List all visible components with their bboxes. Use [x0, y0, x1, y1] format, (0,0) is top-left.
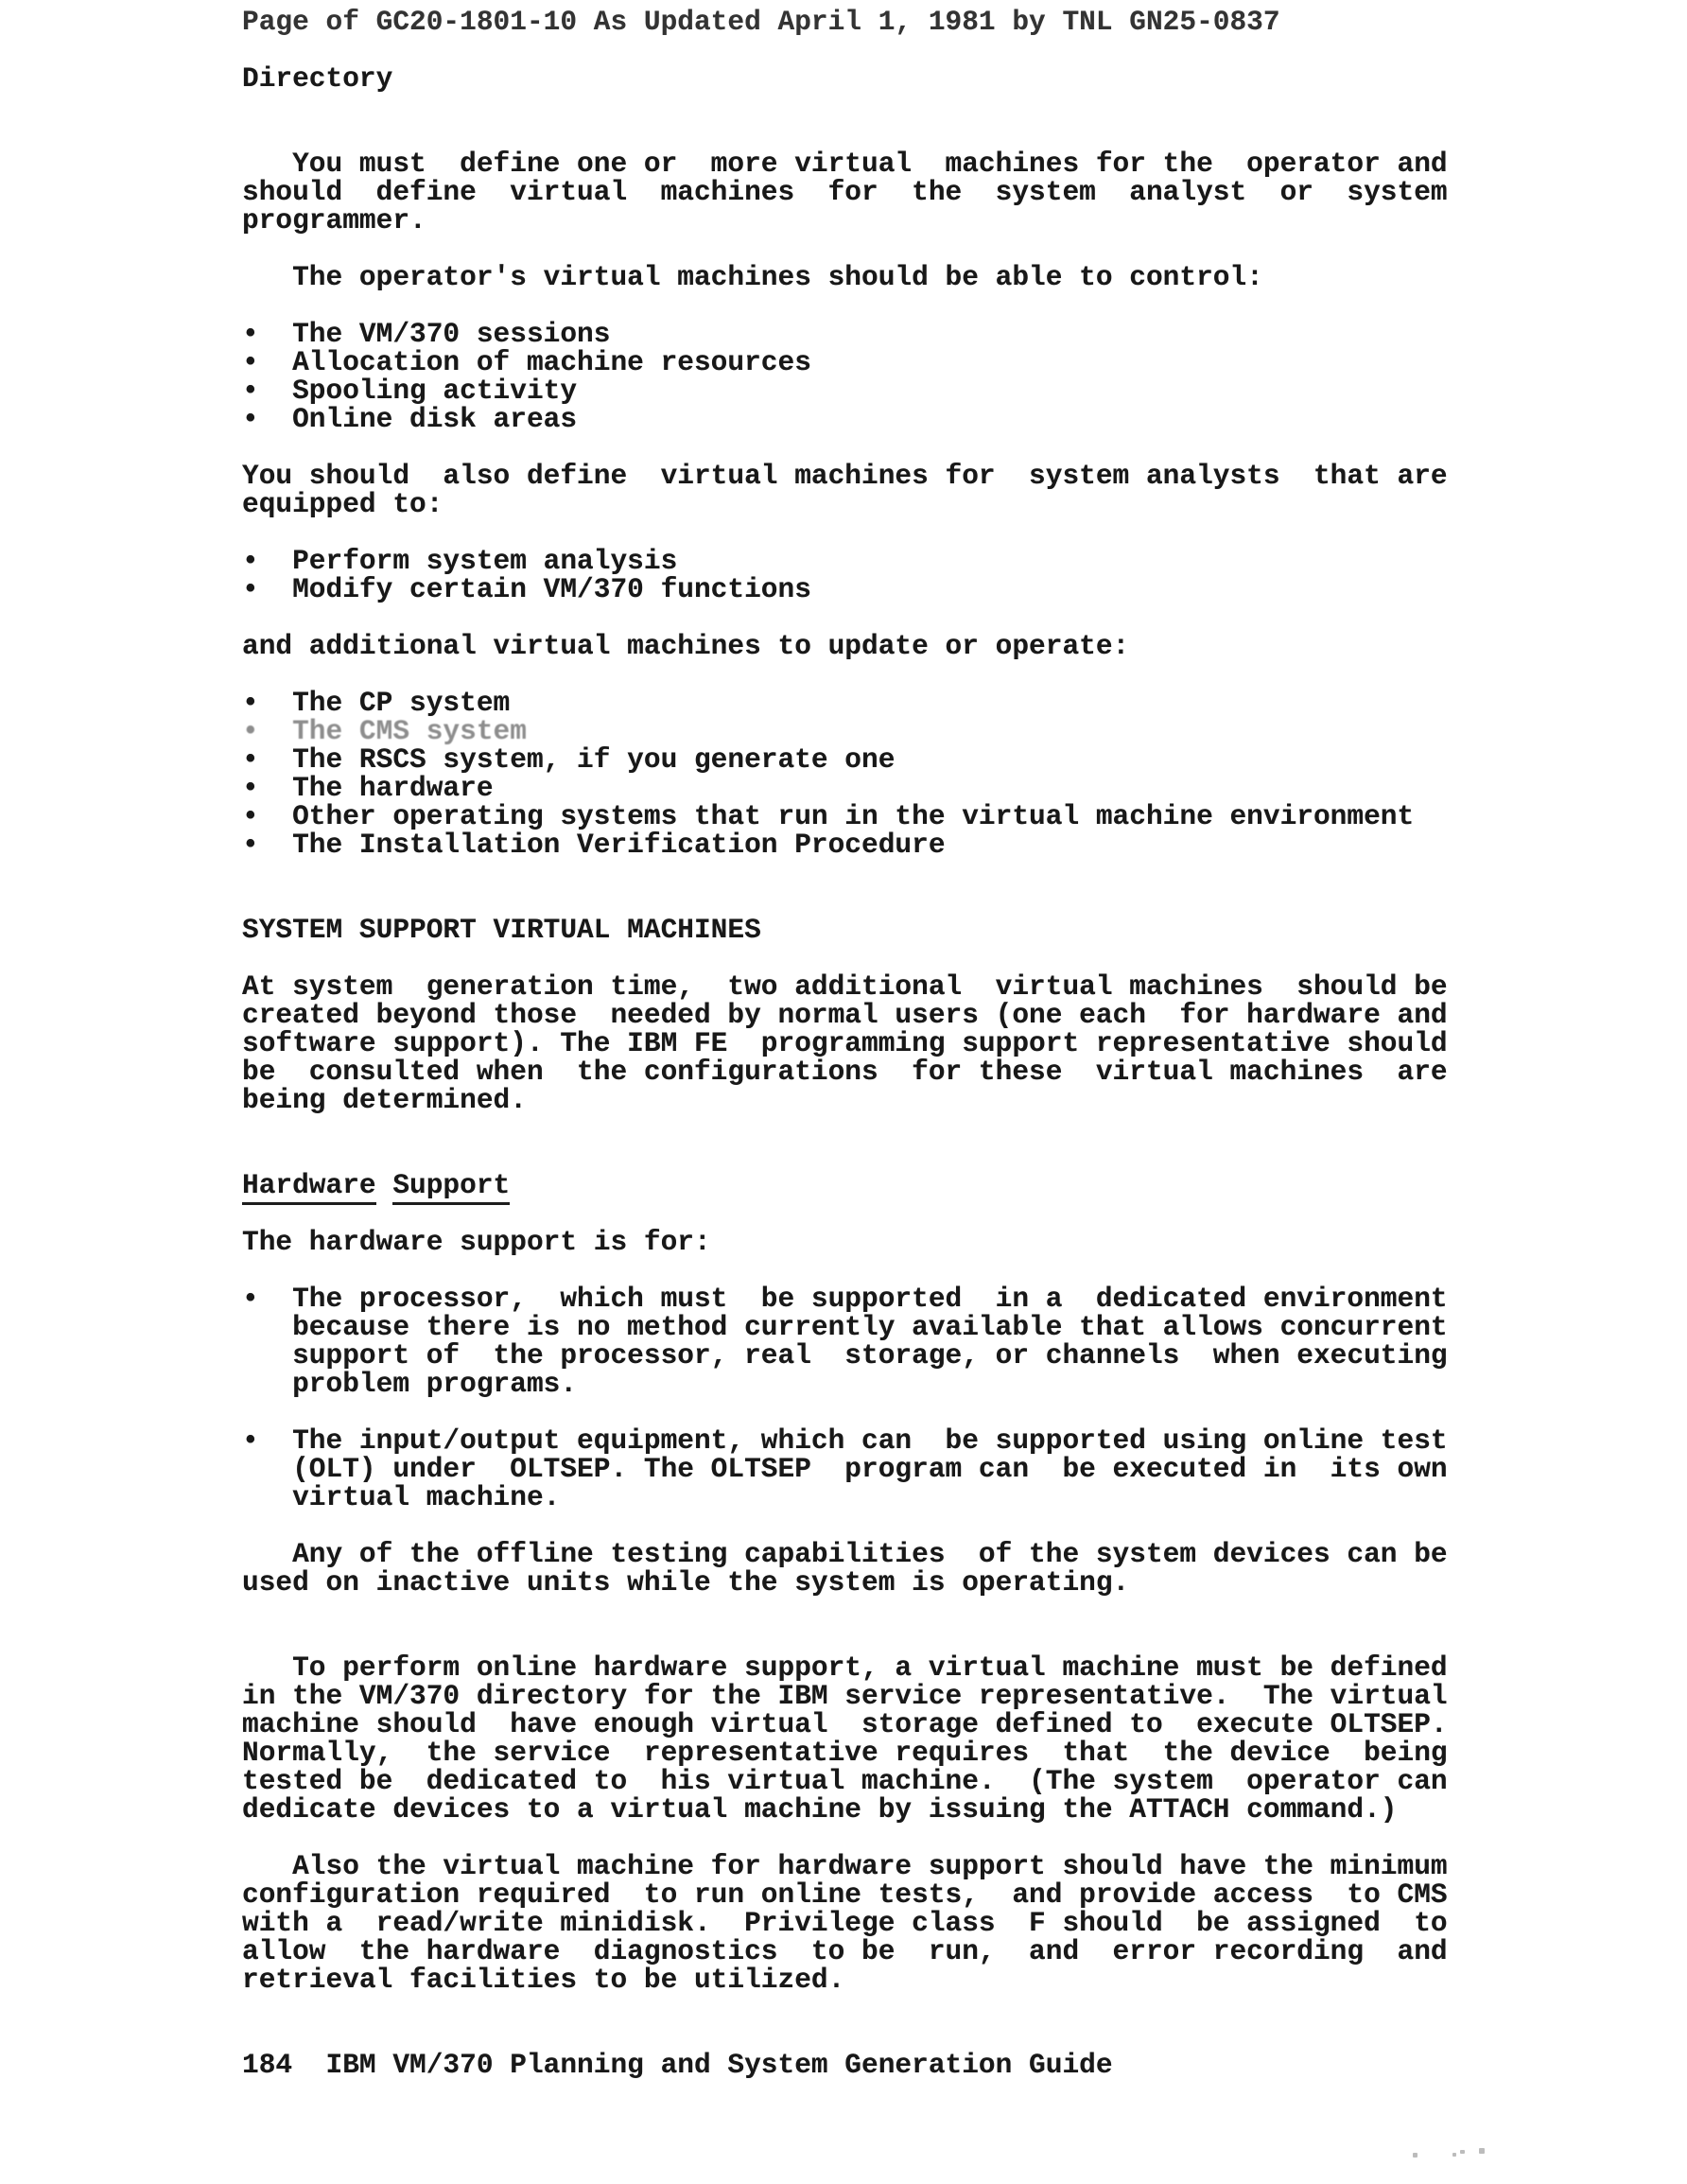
text-line: and additional virtual machines to update or operate: [242, 630, 1130, 662]
text-line: Any of the offline testing capabilities of the system devices can be [242, 1538, 1448, 1570]
bullet-item: • The input/output equipment, which can be supported using online test [242, 1424, 1448, 1457]
text-line: At system generation time, two additional virtual machines should be [242, 970, 1448, 1003]
text-line: You should also define virtual machines for system analysts that are [242, 460, 1448, 492]
text-line: being determined. [242, 1084, 527, 1116]
text-line: Also the virtual machine for hardware support should have the minimum [242, 1850, 1448, 1882]
bullet-item: • The Installation Verification Procedure [242, 829, 946, 861]
underlined-word: Hardware [242, 1169, 376, 1205]
operator-control-bullet-list [242, 320, 1687, 433]
text-line: The hardware support is for: [242, 1226, 711, 1258]
text-line: software support). The IBM FE programming support representative should [242, 1027, 1448, 1059]
processor-bullet [242, 1284, 1687, 1398]
update-notice: Page of GC20-1801-10 As Updated April 1, 1981 by TNL GN25-0837 [242, 6, 1280, 38]
section-heading: SYSTEM SUPPORT VIRTUAL MACHINES [242, 914, 761, 946]
minimum-configuration-paragraph [242, 1852, 1687, 1994]
scan-speck [1460, 2150, 1465, 2154]
bullet-item: • The processor, which must be supported in a dedicated environment [242, 1283, 1448, 1315]
scan-speck [1479, 2148, 1485, 2154]
text-line: used on inactive units while the system is operating. [242, 1566, 1130, 1599]
io-equipment-bullet [242, 1426, 1687, 1511]
text-line: virtual machine. [242, 1481, 561, 1513]
analyst-paragraph [242, 462, 1687, 518]
hardware-support-heading [242, 1171, 1687, 1199]
text-line: because there is no method currently available that allows concurrent [242, 1311, 1448, 1343]
bullet-item: • Allocation of machine resources [242, 346, 811, 378]
additional-machines-bullet-list [242, 689, 1687, 859]
bullet-item: • The CP system [242, 687, 511, 719]
page-footer [242, 2051, 1687, 2079]
page-header [242, 8, 1687, 93]
intro-paragraph [242, 149, 1687, 235]
running-title: Directory [242, 62, 393, 95]
text-line: dedicate devices to a virtual machine by issuing the ATTACH command.) [242, 1793, 1398, 1826]
page-number-and-book-title: 184 IBM VM/370 Planning and System Generation Guide [242, 2049, 1113, 2081]
text-line: in the VM/370 directory for the IBM service representative. The virtual [242, 1680, 1448, 1712]
additional-machines-paragraph [242, 632, 1687, 660]
text-line: support of the processor, real storage, or channels when executing [242, 1339, 1448, 1372]
bullet-item: • The VM/370 sessions [242, 318, 611, 350]
bullet-item: • Spooling activity [242, 375, 578, 407]
bullet-item: • The RSCS system, if you generate one [242, 743, 896, 776]
text-line: programmer. [242, 204, 426, 236]
text-line: retrieval facilities to be utilized. [242, 1964, 845, 1996]
text-line: should define virtual machines for the system analyst or system [242, 176, 1448, 208]
text-line: equipped to: [242, 488, 443, 520]
text-line: (OLT) under OLTSEP. The OLTSEP program can be executed in its own [242, 1453, 1448, 1485]
text-line: created beyond those needed by normal users (one each for hardware and [242, 999, 1448, 1031]
text-line: problem programs. [242, 1368, 578, 1400]
analyst-bullet-list [242, 547, 1687, 603]
bullet-item: • Perform system analysis [242, 545, 678, 577]
text-line: Normally, the service representative requires that the device being [242, 1737, 1448, 1769]
operator-control-paragraph [242, 263, 1687, 291]
system-support-section [242, 916, 1687, 1114]
text-line: The operator's virtual machines should be able to control: [242, 261, 1263, 293]
text-line: configuration required to run online tests, and provide access to CMS [242, 1878, 1448, 1911]
bullet-item: • The hardware [242, 772, 494, 804]
scan-speck [1452, 2153, 1456, 2157]
text-line: allow the hardware diagnostics to be run, and error recording and [242, 1935, 1448, 1967]
hardware-support-section [242, 1171, 1687, 1994]
text-line: You must define one or more virtual machines for the operator and [242, 148, 1448, 180]
bullet-item: • Online disk areas [242, 403, 578, 435]
text-line: machine should have enough virtual storage defined to execute OLTSEP. [242, 1708, 1448, 1740]
text-line: To perform online hardware support, a virtual machine must be defined [242, 1651, 1448, 1684]
text-line: tested be dedicated to his virtual machine. (The system operator can [242, 1765, 1448, 1797]
offline-testing-paragraph [242, 1540, 1687, 1597]
online-support-paragraph [242, 1653, 1687, 1824]
text-line: with a read/write minidisk. Privilege class F should be assigned to [242, 1907, 1448, 1939]
bullet-item-faded-print: • The CMS system [242, 715, 527, 747]
text-line: be consulted when the configurations for these virtual machines are [242, 1056, 1448, 1088]
bullet-item: • Other operating systems that run in the virtual machine environment [242, 800, 1415, 832]
document-body [242, 149, 1687, 1994]
bullet-item: • Modify certain VM/370 functions [242, 573, 811, 605]
scan-speck [1413, 2153, 1417, 2158]
underlined-word: Support [392, 1169, 510, 1205]
